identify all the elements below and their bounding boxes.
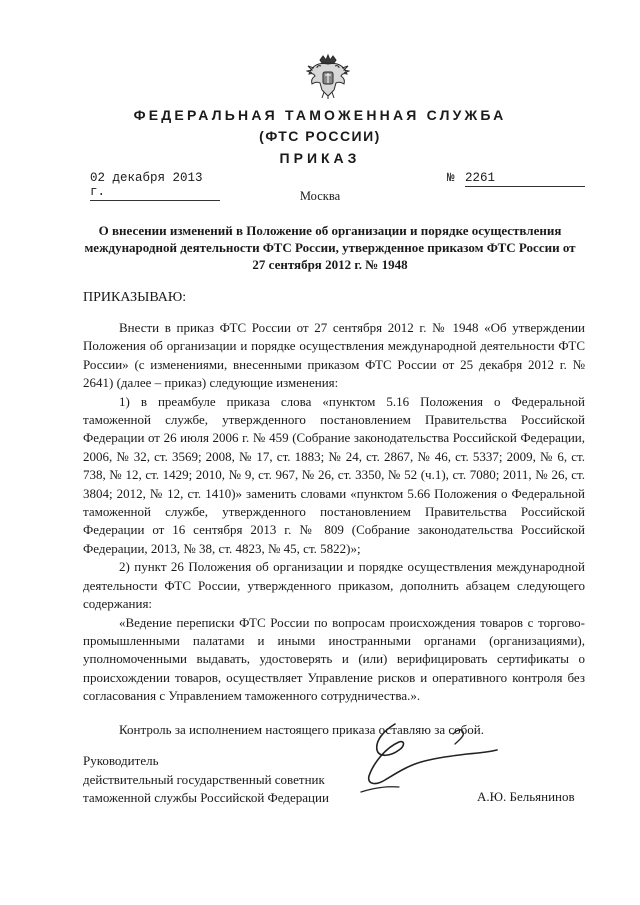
organization-short-name: (ФТС РОССИИ) (259, 128, 381, 144)
document-type: ПРИКАЗ (279, 150, 361, 166)
signer-position (83, 752, 329, 808)
signer-position-line-1: Руководитель (83, 753, 159, 768)
signer-name: А.Ю. Бельянинов (477, 789, 575, 804)
signer-position-line-2: действительный государственный советник (83, 771, 325, 787)
organization-name: ФЕДЕРАЛЬНАЯ ТАМОЖЕННАЯ СЛУЖБА (133, 107, 507, 123)
body-paragraph-item-2: 2) пункт 26 Положения об организации и порядке осуществления международной деятельности ФТС России, утвержденного приказом, дополнить абзацем следующего содержания: (83, 559, 585, 612)
body-paragraph-intro: Внести в приказ ФТС России от 27 сентября 2012 г. № 1948 «Об утверждении Положения об организации и порядке осуществления международной деятельности ФТС России» (с изменениями, внесенными приказом ФТС России от 25 декабря 2012 г. № 2641) (далее – приказ) следующие изменения: (83, 320, 585, 391)
document-number: 2261 (465, 171, 585, 187)
document-title: О внесении изменений в Положение об организации и порядке осуществления международной деятельности ФТС России, утвержденное приказом ФТС России от 27 сентября 2012 г. № 1948 (84, 223, 576, 272)
document-date: 02 декабря 2013 г. (90, 171, 220, 201)
signer-position-line-3: таможенной службы Российской Федерации (83, 790, 329, 805)
body-paragraph-quote: «Ведение переписки ФТС России по вопросам происхождения товаров с торгово-промышленными палатами и иными иностранными органами (организациями), уполномоченными выдавать, удостоверять и (или) верифицировать сертификаты о происхождении товаров, осуществляет Управление рисков и оперативного контроля без согласования с Управлением таможенного сотрудничества.». (83, 614, 585, 704)
control-statement: Контроль за исполнением настоящего приказа оставляю за собой. (119, 722, 484, 737)
document-number-prefix: № (447, 171, 455, 185)
document-body (83, 319, 585, 706)
order-word: ПРИКАЗЫВАЮ: (83, 290, 187, 305)
state-emblem-icon (306, 52, 350, 100)
body-paragraph-item-1: 1) в преамбуле приказа слова «пунктом 5.16 Положения о Федеральной таможенной службе, утвержденного постановлением Правительства Российской Федерации от 26 июля 2006 г. № 459 (Собрание законодательства Российской Федерации, 2006, № 32, ст. 3569; 2008, № 17, ст. 1883; № 24, ст. 2867, № 46, ст. 5337; 2009, № 6, ст. 738, № 12, ст. 1429; 2010, № 9, ст. 967, № 26, ст. 3350, № 52 (ч.1), ст. 7080; 2011, № 26, ст. 3804; 2012, № 12, ст. 1410)» заменить словами «пунктом 5.66 Положения о Федеральной таможенной службе, утвержденного постановлением Правительства Российской Федерации от 16 сентября 2013 г. № 809 (Собрание законодательства Российской Федерации, 2013, № 38, ст. 4823, № 45, ст. 5822)»; (83, 393, 585, 556)
document-city: Москва (299, 189, 341, 203)
